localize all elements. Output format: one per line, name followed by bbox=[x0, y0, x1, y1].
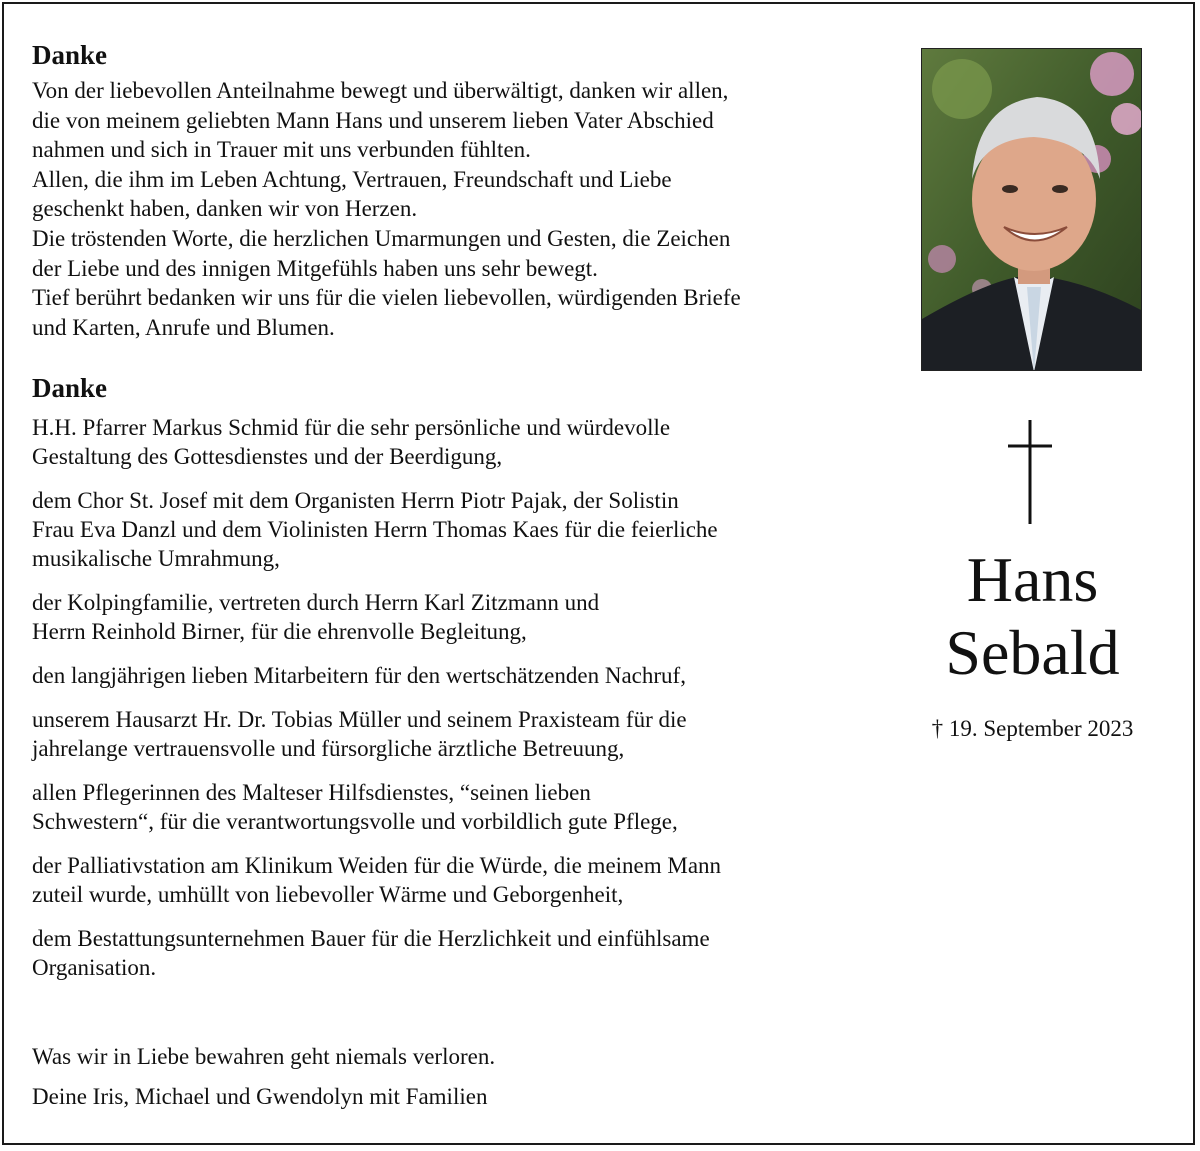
thanks-item-line: dem Chor St. Josef mit dem Organisten Herrn Piotr Pajak, der Solistin bbox=[32, 488, 679, 514]
thanks-item-line: der Kolpingfamilie, vertreten durch Herrn Karl Zitzmann und bbox=[32, 590, 600, 616]
thanks-item bbox=[32, 851, 892, 909]
intro-line: geschenkt haben, danken wir von Herzen. bbox=[32, 196, 418, 222]
family-signature: Deine Iris, Michael und Gwendolyn mit Familien bbox=[32, 1084, 488, 1109]
thanks-item bbox=[32, 778, 892, 836]
intro-paragraph bbox=[32, 76, 892, 342]
heading-danke-2: Danke bbox=[32, 373, 108, 404]
intro-line: Von der liebevollen Anteilnahme bewegt und überwältigt, danken wir allen, bbox=[32, 78, 729, 103]
death-date: † 19. September 2023 bbox=[931, 716, 1134, 741]
thanks-item-line: jahrelange vertrauensvolle und fürsorgliche ärztliche Betreuung, bbox=[32, 736, 625, 762]
thanks-item bbox=[32, 588, 892, 646]
intro-line: nahmen und sich in Trauer mit uns verbunden fühlten. bbox=[32, 137, 531, 163]
deceased-first-name: Hans bbox=[966, 544, 1099, 615]
thanks-item bbox=[32, 924, 892, 982]
thanks-item-line: Schwestern“, für die verantwortungsvolle und vorbildlich gute Pflege, bbox=[32, 809, 678, 835]
thanks-item-line: allen Pflegerinnen des Malteser Hilfsdienstes, “seinen lieben bbox=[32, 780, 591, 806]
thanks-item bbox=[32, 486, 892, 573]
intro-line: Tief berührt bedanken wir uns für die vielen liebevollen, würdigenden Briefe bbox=[32, 285, 741, 311]
intro-line: und Karten, Anrufe und Blumen. bbox=[32, 314, 335, 340]
thanks-item-line: musikalische Umrahmung, bbox=[32, 546, 280, 572]
thanks-item-line: den langjährigen lieben Mitarbeitern für den wertschätzenden Nachruf, bbox=[32, 663, 686, 689]
intro-line: Die tröstenden Worte, die herzlichen Umarmungen und Gesten, die Zeichen bbox=[32, 225, 731, 251]
thanks-item-line: Herrn Reinhold Birner, für die ehrenvolle Begleitung, bbox=[32, 619, 527, 645]
cross-icon bbox=[1000, 418, 1060, 526]
thanks-item-line: Organisation. bbox=[32, 955, 157, 981]
thanks-item-line: H.H. Pfarrer Markus Schmid für die sehr persönliche und würdevolle bbox=[32, 415, 671, 441]
thanks-item-line: der Palliativstation am Klinikum Weiden für die Würde, die meinem Mann bbox=[32, 853, 722, 879]
thanks-item bbox=[32, 413, 892, 471]
portrait-photo bbox=[921, 48, 1142, 371]
thanks-item-line: dem Bestattungsunternehmen Bauer für die Herzlichkeit und einfühlsame bbox=[32, 926, 710, 952]
heading-danke-1: Danke bbox=[32, 40, 108, 70]
deceased-last-name: Sebald bbox=[945, 617, 1120, 688]
intro-line: der Liebe und des innigen Mitgefühls haben uns sehr bewegt. bbox=[32, 255, 598, 281]
thanks-item bbox=[32, 705, 892, 763]
thanks-item-line: Frau Eva Danzl und dem Violinisten Herrn Thomas Kaes für die feierliche bbox=[32, 517, 718, 543]
thanks-item-line: Gestaltung des Gottesdienstes und der Beerdigung, bbox=[32, 444, 503, 470]
intro-line: Allen, die ihm im Leben Achtung, Vertrauen, Freundschaft und Liebe bbox=[32, 166, 672, 192]
thanks-column bbox=[32, 38, 892, 997]
thanks-list bbox=[32, 413, 892, 982]
portrait-illustration bbox=[922, 49, 1142, 371]
thanks-item-line: unserem Hausarzt Hr. Dr. Tobias Müller und seinem Praxisteam für die bbox=[32, 707, 687, 733]
intro-line: die von meinem geliebten Mann Hans und unserem lieben Vater Abschied bbox=[32, 107, 714, 133]
closing-quote: Was wir in Liebe bewahren geht niemals verloren. bbox=[32, 1044, 496, 1069]
thanks-item bbox=[32, 661, 892, 690]
thanks-item-line: zuteil wurde, umhüllt von liebevoller Wärme und Geborgenheit, bbox=[32, 882, 624, 908]
